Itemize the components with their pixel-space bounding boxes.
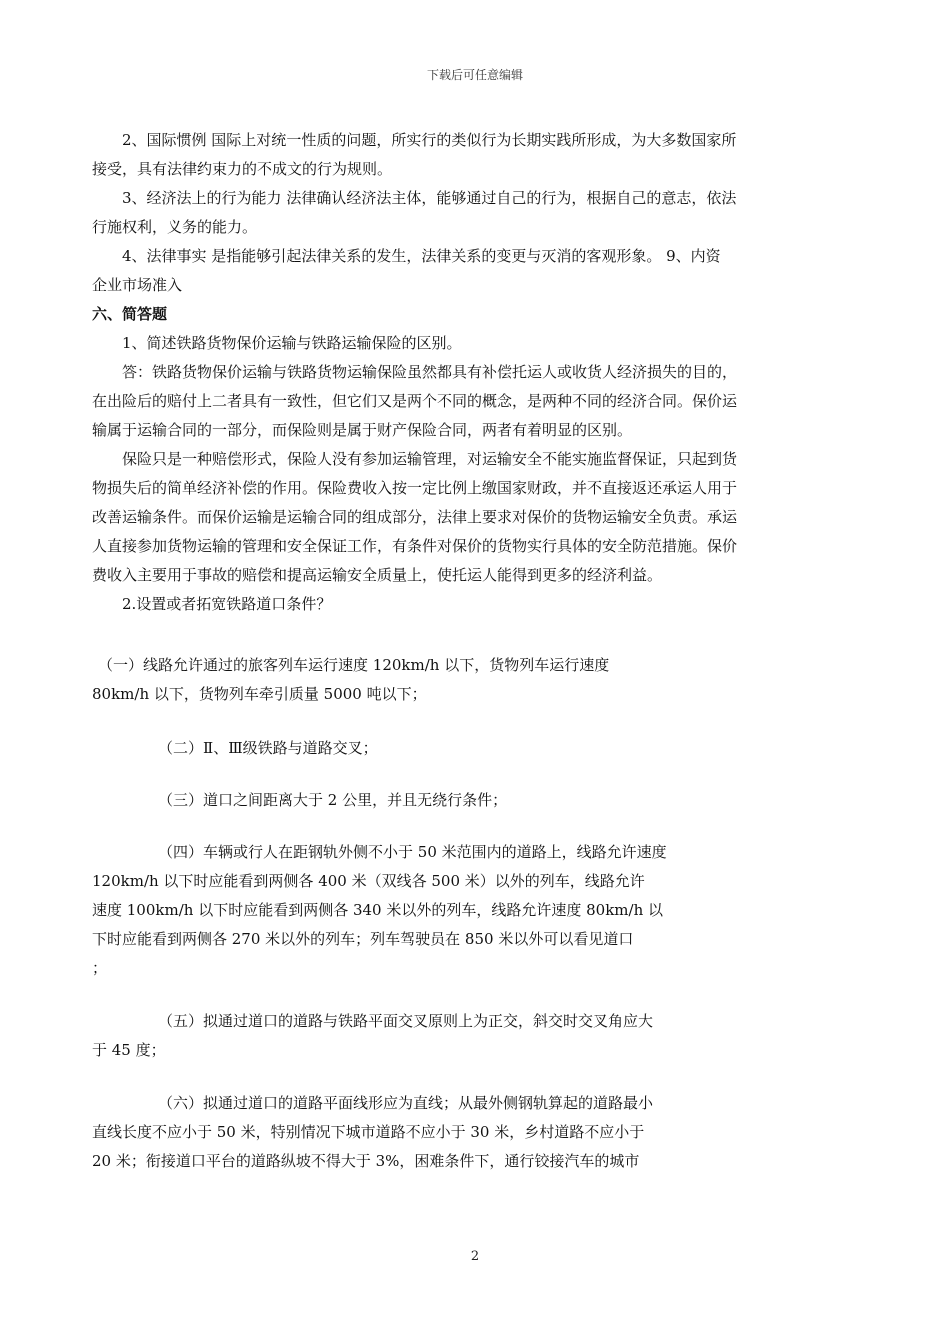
condition-line: （二）Ⅱ、Ⅲ级铁路与道路交叉；	[158, 739, 378, 757]
answer-1-paragraph-2	[92, 445, 814, 590]
answer-line: 输属于运输合同的一部分，而保险则是属于财产保险合同，两者有着明显的区别。	[92, 421, 633, 439]
condition-line: 速度 100km/h 以下时应能看到两侧各 340 米以外的列车，线路允许速度 80km/h 以	[92, 901, 664, 919]
condition-line: 于 45 度；	[92, 1041, 166, 1059]
answer-line: 答：铁路货物保价运输与铁路货物运输保险虽然都具有补偿托运人或收货人经济损失的目的，	[122, 363, 738, 381]
question-2: 2.设置或者拓宽铁路道口条件？	[122, 595, 332, 613]
term-line: 企业市场准入	[92, 276, 183, 294]
condition-line: （五）拟通过道口的道路与铁路平面交叉原则上为正交，斜交时交叉角应大	[158, 1012, 654, 1030]
term-line: 行施权利，义务的能力。	[92, 218, 258, 236]
answer-line: 费收入主要用于事故的赔偿和提高运输安全质量上，使托运人能得到更多的经济利益。	[92, 566, 663, 584]
question-1: 1、简述铁路货物保价运输与铁路运输保险的区别。	[122, 334, 462, 352]
condition-4	[92, 838, 732, 983]
condition-line: 直线长度不应小于 50 米，特别情况下城市道路不应小于 30 米，乡村道路不应小于	[92, 1123, 645, 1141]
term-2	[92, 126, 814, 184]
condition-line: 120km/h 以下时应能看到两侧各 400 米（双线各 500 米）以外的列车，线路允许	[92, 872, 645, 890]
condition-5	[92, 1007, 732, 1065]
condition-line: （三）道口之间距离大于 2 公里，并且无绕行条件；	[158, 791, 508, 809]
condition-6	[92, 1089, 732, 1176]
page-number: 2	[470, 1249, 480, 1264]
condition-2	[92, 734, 732, 763]
page-header: 下载后可任意编辑	[426, 68, 523, 82]
answer-line: 保险只是一种赔偿形式，保险人没有参加运输管理，对运输安全不能实施监督保证，只起到货	[122, 450, 738, 468]
term-line: 2、国际惯例 国际上对统一性质的问题，所实行的类似行为长期实践所形成，为大多数国家所	[122, 131, 737, 149]
condition-line: 下时应能看到两侧各 270 米以外的列车；列车驾驶员在 850 米以外可以看见道口	[92, 930, 634, 948]
answer-line: 物损失后的简单经济补偿的作用。保险费收入按一定比例上缴国家财政，并不直接返还承运人用于	[92, 479, 738, 497]
answer-1-paragraph-1	[92, 358, 814, 445]
answer-line: 改善运输条件。而保价运输是运输合同的组成部分，法律上要求对保价的货物运输安全负责。承运	[92, 508, 738, 526]
condition-line: ；	[92, 959, 108, 977]
condition-line: 20 米；衔接道口平台的道路纵坡不得大于 3%，困难条件下，通行铰接汽车的城市	[92, 1152, 640, 1170]
condition-1	[92, 651, 732, 709]
term-4	[92, 242, 814, 300]
condition-line: （一）线路允许通过的旅客列车运行速度 120km/h 以下，货物列车运行速度	[98, 656, 610, 674]
answer-line: 在出险后的赔付上二者具有一致性，但它们又是两个不同的概念，是两种不同的经济合同。保价运	[92, 392, 738, 410]
answer-line: 人直接参加货物运输的管理和安全保证工作，有条件对保价的货物实行具体的安全防范措施。保价	[92, 537, 738, 555]
term-line: 3、经济法上的行为能力 法律确认经济法主体，能够通过自己的行为，根据自己的意志，依法	[122, 189, 737, 207]
condition-line: （四）车辆或行人在距钢轨外侧不小于 50 米范围内的道路上，线路允许速度	[158, 843, 667, 861]
condition-line: 80km/h 以下，货物列车牵引质量 5000 吨以下；	[92, 685, 427, 703]
section-heading: 六、简答题	[92, 305, 168, 323]
term-3	[92, 184, 814, 242]
condition-3	[92, 786, 732, 815]
term-line: 4、法律事实 是指能够引起法律关系的发生，法律关系的变更与灭消的客观形象。 9、内资	[122, 247, 721, 265]
document-body	[92, 126, 814, 619]
condition-line: （六）拟通过道口的道路平面线形应为直线；从最外侧钢轨算起的道路最小	[158, 1094, 654, 1112]
term-line: 接受，具有法律约束力的不成文的行为规则。	[92, 160, 393, 178]
